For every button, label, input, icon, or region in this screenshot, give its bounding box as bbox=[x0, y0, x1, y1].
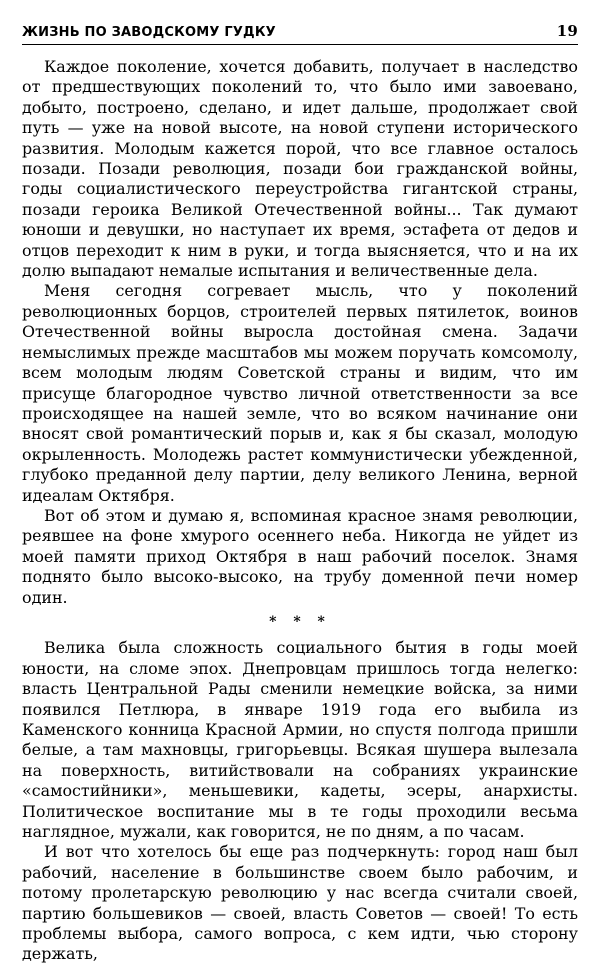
running-title: ЖИЗНЬ ПО ЗАВОДСКОМУ ГУДКУ bbox=[22, 25, 276, 40]
paragraph: Каждое поколение, хочется добавить, получает в наследство от предшествующих поколений то, что было ими завоевано, добыто, построено, сделано, и идет дальше, продолжает свой путь — уже на новой высоте, на новой ступени исторического развития. Молодым кажется порой, что все главное осталось позади. Позади революция, позади бои гражданской войны, годы социалистического переустройства гигантской страны, позади героика Великой Отечественной войны... Так думают юноши и девушки, но наступает их время, эстафета от дедов и отцов переходит к ним в руки, и тогда выясняется, что и на их долю выпадают немалые испытания и величественные дела. bbox=[22, 57, 578, 281]
page-number: 19 bbox=[556, 22, 578, 40]
paragraph: Велика была сложность социального бытия в годы моей юности, на сломе эпох. Днепровцам пришлось тогда нелегко: власть Центральной Рады сменили немецкие войска, за ними появился Петлюра, в январе 1919 года его выбила из Каменского конница Красной Армии, но спустя полгода пришли белые, а там махновцы, григорьевцы. Всякая шушера вылезала на поверхность, витийствовали на собраниях украинские «самостийники», меньшевики, кадеты, эсеры, анархисты. Политическое воспитание мы в те годы проходили весьма наглядное, мужали, как говорится, не по дням, а по часам. bbox=[22, 638, 578, 842]
running-head bbox=[22, 22, 578, 45]
body-text bbox=[22, 57, 578, 965]
paragraph: Меня сегодня согревает мысль, что у поколений революционных борцов, строителей первых пятилеток, воинов Отечественной войны выросла достойная смена. Задачи немыслимых прежде масштабов мы можем поручать комсомолу, всем молодым людям Советской страны и видим, что им присуще благородное чувство личной ответственности за все происходящее на нашей земле, что во всяком начинание они вносят свой романтический порыв и, как я бы сказал, молодую окрыленность. Молодежь растет коммунистически убежденной, глубоко преданной делу партии, делу великого Ленина, верной идеалам Октября. bbox=[22, 281, 578, 505]
section-break: * * * bbox=[269, 613, 331, 630]
paragraph: И вот что хотелось бы еще раз подчеркнуть: город наш был рабочий, население в большинстве своем было рабочим, и потому пролетарскую революцию у нас всегда считали своей, партию большевиков — своей, власть Советов — своей! То есть проблемы выбора, самого вопроса, с кем идти, чью сторону держать, bbox=[22, 842, 578, 964]
paragraph: Вот об этом и думаю я, вспоминая красное знамя революции, реявшее на фоне хмурого осеннего неба. Никогда не уйдет из моей памяти приход Октября в наш рабочий поселок. Знамя поднято было высоко-высоко, на трубу доменной печи номер один. bbox=[22, 505, 578, 607]
book-page bbox=[22, 22, 578, 964]
